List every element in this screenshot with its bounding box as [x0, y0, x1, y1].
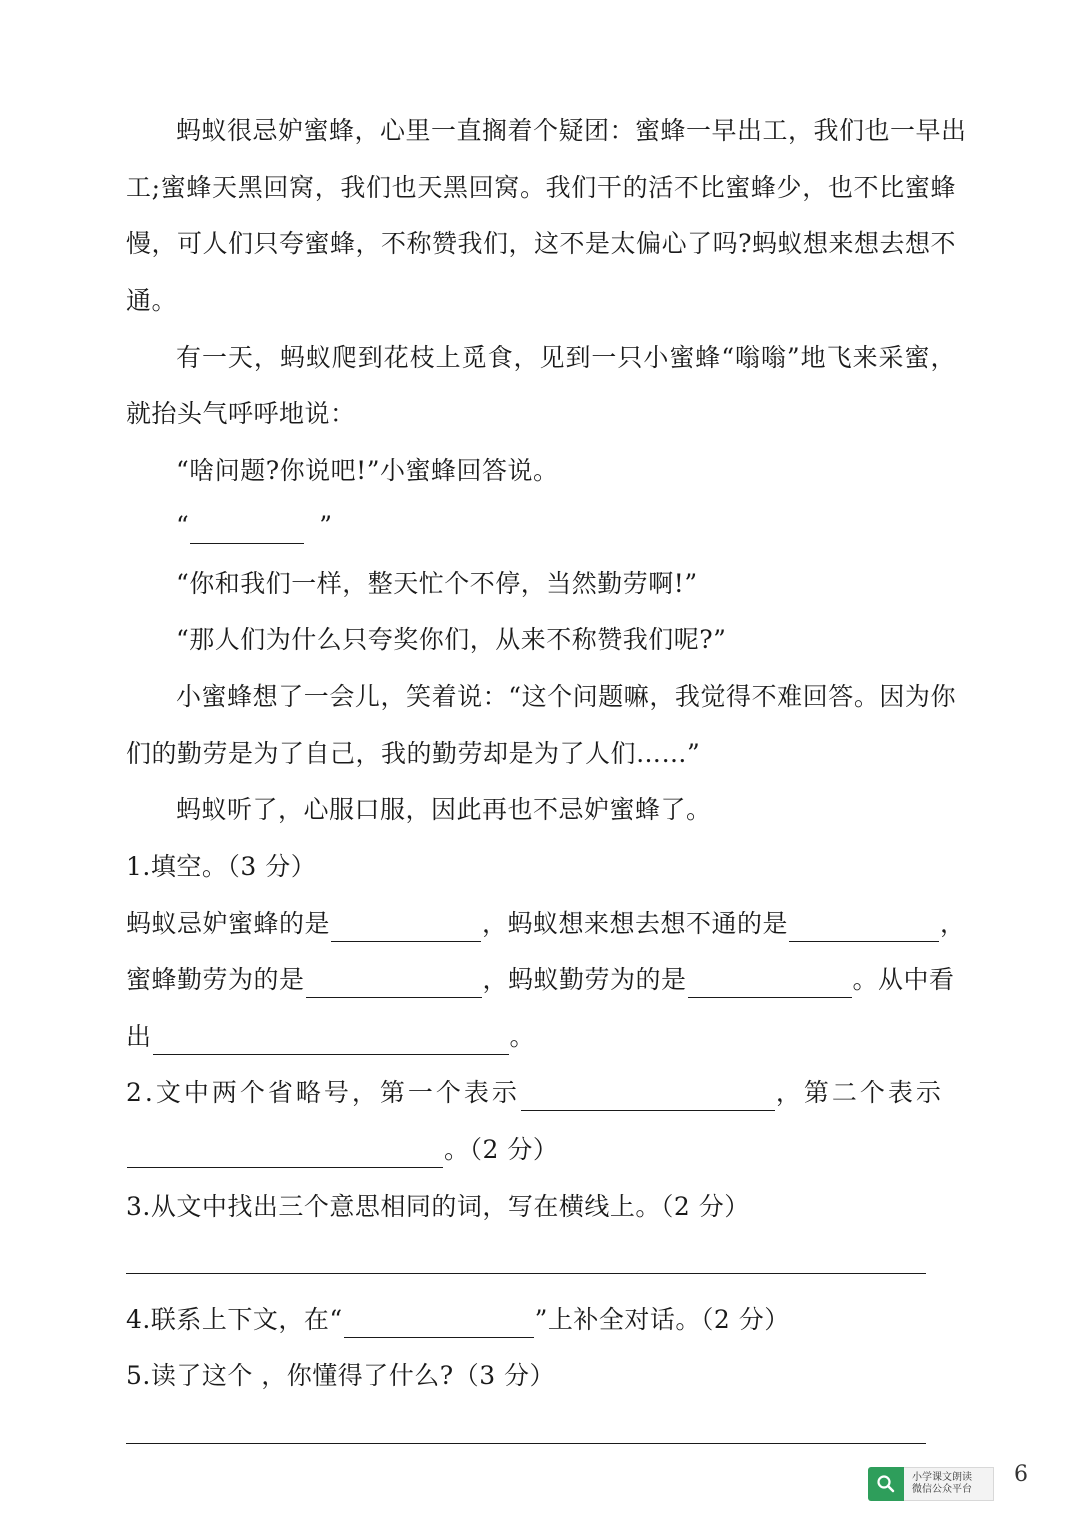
- passage-p4-line1: 蚂蚁听了，心服口服，因此再也不忌妒蜜蜂了。: [176, 795, 712, 824]
- q1-text-e: ，蚂蚁勤劳为的是: [482, 965, 687, 994]
- question-2-row1: [126, 1075, 956, 1111]
- page-number: 6: [1014, 1462, 1028, 1487]
- q4-blank[interactable]: [344, 1309, 534, 1338]
- passage-p2-line2: 就抬头气呼呼地说：: [126, 399, 356, 428]
- close-quote: ”: [319, 511, 333, 540]
- dialogue-blank-line: [176, 508, 956, 544]
- question-3-title: 3.从文中找出三个意思相同的词，写在横线上。（2 分）: [126, 1192, 750, 1221]
- q1-text-b: ，蚂蚁想来想去想不通的是: [482, 909, 789, 938]
- q1-text-c: ，: [940, 909, 966, 938]
- search-icon: [868, 1467, 904, 1501]
- q3-answer-line[interactable]: [126, 1273, 926, 1274]
- q2-text-c: 。（2 分）: [444, 1135, 559, 1164]
- open-quote: “: [176, 511, 190, 540]
- passage-p3-line1: 小蜜蜂想了一会儿，笑着说：“这个问题嘛，我觉得不难回答。因为你: [176, 682, 956, 711]
- question-4-row: [126, 1302, 956, 1338]
- badge-line2: 微信公众平台: [912, 1484, 972, 1495]
- q1-blank-2[interactable]: [789, 913, 939, 942]
- dialogue-blank[interactable]: [190, 515, 304, 544]
- dialogue-line1: “你和我们一样，整天忙个不停，当然勤劳啊!”: [176, 569, 698, 598]
- q2-blank-1[interactable]: [521, 1082, 775, 1111]
- q1-text-a: 蚂蚁忌妒蜜蜂的是: [126, 909, 331, 938]
- q1-blank-5[interactable]: [153, 1026, 509, 1055]
- q1-blank-3[interactable]: [306, 969, 482, 998]
- passage-p1-line3: 慢，可人们只夸蜜蜂，不称赞我们，这不是太偏心了吗?蚂蚁想来想去想不: [126, 229, 956, 258]
- q1-text-g: 出: [126, 1022, 152, 1051]
- passage-p3-line2: 们的勤劳是为了自己，我的勤劳却是为了人们……”: [126, 739, 701, 768]
- q1-text-h: 。: [509, 1022, 536, 1051]
- q2-text-a: 2.文中两个省略号，第一个表示: [126, 1078, 520, 1107]
- q1-blank-4[interactable]: [688, 969, 852, 998]
- q2-text-b: ，第二个表示: [775, 1078, 944, 1107]
- badge-line1: 小学课文朗读: [912, 1472, 972, 1483]
- q1-text-f: 。从中看: [852, 965, 955, 994]
- passage-p1-line2: 工;蜜蜂天黑回窝，我们也天黑回窝。我们干的活不比蜜蜂少，也不比蜜蜂: [126, 173, 956, 202]
- question-1-row1: [126, 906, 966, 942]
- q4-text-b: ”上补全对话。（2 分）: [534, 1305, 790, 1334]
- dialogue-answer-line: “啥问题?你说吧!”小蜜蜂回答说。: [176, 456, 559, 485]
- q1-blank-1[interactable]: [331, 913, 481, 942]
- question-1-row2: [126, 962, 956, 998]
- dialogue-line2: “那人们为什么只夸奖你们，从来不称赞我们呢?”: [176, 625, 727, 654]
- q4-text-a: 4.联系上下文，在“: [126, 1305, 343, 1334]
- passage-p1-line1: 蚂蚁很忌妒蜜蜂，心里一直搁着个疑团：蜜蜂一早出工，我们也一早出: [176, 116, 967, 145]
- q2-blank-2[interactable]: [127, 1139, 443, 1168]
- wechat-badge[interactable]: [868, 1467, 994, 1501]
- q1-text-d: 蜜蜂勤劳为的是: [126, 965, 305, 994]
- badge-text: [904, 1467, 994, 1501]
- question-1-row3: [126, 1019, 956, 1055]
- q5-answer-line[interactable]: [126, 1443, 926, 1444]
- question-5-title: 5.读了这个 ，你懂得了什么?（3 分）: [126, 1361, 556, 1390]
- question-2-row2: [126, 1132, 956, 1168]
- passage-p1-line4: 通。: [126, 286, 178, 315]
- question-1-title: 1.填空。（3 分）: [126, 852, 317, 881]
- passage-p2-line1: 有一天，蚂蚁爬到花枝上觅食，见到一只小蜜蜂“嗡嗡”地飞来采蜜，: [176, 343, 956, 372]
